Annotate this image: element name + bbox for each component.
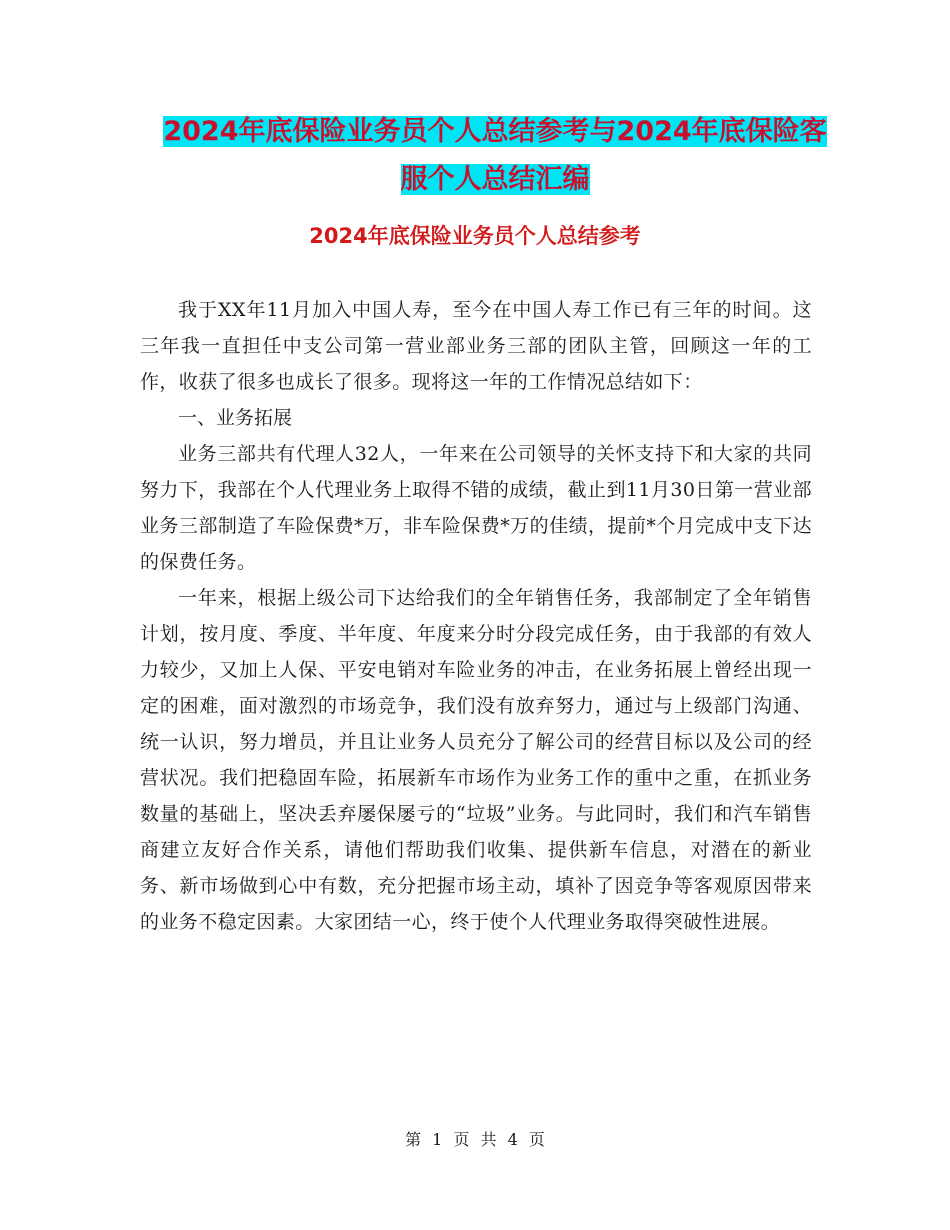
document-body [140, 292, 812, 940]
page-number-footer: 第 1 页 共 4 页 [405, 1130, 545, 1149]
document-title-line-1: 2024年底保险业务员个人总结参考与2024年底保险客 [163, 116, 827, 147]
intro-paragraph: 我于XX年11月加入中国人寿，至今在中国人寿工作已有三年的时间。这三年我一直担任中支公司第一营业部业务三部的团队主管，回顾这一年的工作，收获了很多也成长了很多。现将这一年的工作情况总结如下： [140, 299, 812, 393]
paragraph-sales-plan: 一年来，根据上级公司下达给我们的全年销售任务，我部制定了全年销售计划，按月度、季度、半年度、年度来分时分段完成任务，由于我部的有效人力较少，又加上人保、平安电销对车险业务的冲击，在业务拓展上曾经出现一定的困难，面对激烈的市场竞争，我们没有放弃努力，通过与上级部门沟通、统一认识，努力增员，并且让业务人员充分了解公司的经营目标以及公司的经营状况。我们把稳固车险，拓展新车市场作为业务工作的重中之重，在抓业务数量的基础上，坚决丢弃屡保屡亏的“垃圾”业务。与此同时，我们和汽车销售商建立友好合作关系，请他们帮助我们收集、提供新车信息，对潜在的新业务、新市场做到心中有数，充分把握市场主动，填补了因竞争等客观原因带来的业务不稳定因素。大家团结一心，终于使个人代理业务取得突破性进展。 [140, 587, 812, 933]
section-title: 2024年底保险业务员个人总结参考 [309, 224, 641, 248]
paragraph-agents: 业务三部共有代理人32人，一年来在公司领导的关怀支持下和大家的共同努力下，我部在个人代理业务上取得不错的成绩，截止到11月30日第一营业部业务三部制造了车险保费*万，非车险保费*万的佳绩，提前*个月完成中支下达的保费任务。 [140, 443, 812, 573]
section-heading-business-expansion: 一、业务拓展 [178, 407, 293, 429]
document-title-line-2: 服个人总结汇编 [400, 164, 590, 195]
document-title [140, 108, 850, 204]
